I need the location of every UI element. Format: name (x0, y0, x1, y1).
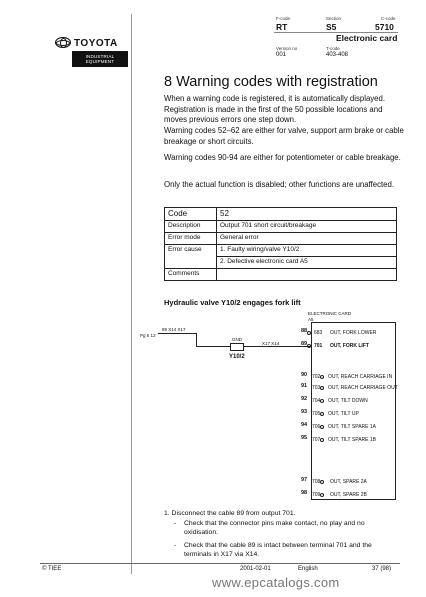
valve-label: Y10/2 (229, 354, 245, 360)
toyota-emblem-icon (55, 37, 71, 48)
pin-label: OUT, REACH CARRIAGE OUT (328, 385, 398, 391)
step-1: 1. Disconnect the cable 89 from output 701. (164, 510, 296, 517)
warning-code-table (164, 207, 397, 281)
pin-number: 98 (301, 490, 308, 496)
terminal-icon (307, 344, 311, 348)
version-label: Version no (276, 46, 298, 51)
fcode-value: RT (276, 22, 288, 32)
wire-top (158, 333, 196, 334)
footer-rule (40, 563, 400, 564)
code-value: 52 (217, 208, 397, 221)
pin-code: 704 (312, 398, 321, 404)
terminal-icon (320, 493, 324, 497)
pin-label: OUT, TILT UP (328, 411, 359, 417)
terminal-icon (320, 399, 324, 403)
pin-number: 93 (301, 409, 308, 415)
error-cause-label: Error cause (165, 245, 217, 269)
watermark: www.epcatalogs.com (212, 575, 340, 590)
description-label: Description (165, 221, 217, 233)
pin-code: 706 (312, 424, 321, 430)
pin-number: 94 (301, 422, 308, 428)
pin-number: 92 (301, 396, 308, 402)
error-mode-label: Error mode (165, 233, 217, 245)
pin-label: OUT, REACH CARRIAGE IN (328, 374, 393, 380)
pin-number: 89 (301, 341, 308, 347)
pin-label: OUT, SPARE 2B (330, 492, 367, 498)
pin-code: 701 (314, 343, 323, 349)
card-label: ELECTRONIC CARD (308, 311, 352, 316)
pin-code: 709 (312, 492, 321, 498)
margin-divider (131, 14, 132, 574)
pin-label: OUT, TILT SPARE 1B (328, 437, 376, 443)
pin-code: 708 (312, 479, 321, 485)
table-row (165, 208, 397, 221)
pin-label: OUT, TILT DOWN (328, 398, 368, 404)
paragraph-3: Warning codes 90-94 are either for potentiometer or cable breakage. (164, 153, 401, 162)
step-bullet-1: Check that the connector pins make contact, no play and no oxidisation. (184, 520, 365, 536)
footer-language: English (298, 566, 318, 572)
ccode-label: C-code (381, 16, 396, 21)
error-cause-1: 1. Faulty wiring/valve Y10/2 (217, 245, 397, 257)
top-wire-label: 89 X14 X17 (162, 327, 186, 332)
pin-code: 707 (312, 437, 321, 443)
subject: Electronic card (336, 33, 398, 43)
description-value: Output 701 short circuit/breakage (217, 221, 397, 233)
paragraph-4: Only the actual function is disabled; other functions are unaffected. (164, 180, 395, 189)
page-ref: Pg 6 12 (140, 333, 156, 338)
brand-name: TOYOTA (74, 38, 118, 49)
pin-code: 703 (312, 385, 321, 391)
pin-number: 97 (301, 477, 308, 483)
terminal-icon (320, 438, 324, 442)
terminal-icon (320, 375, 324, 379)
terminal-icon (320, 412, 324, 416)
pin-number: 90 (301, 372, 308, 378)
pin-code: 705 (312, 411, 321, 417)
code-label: Code (165, 208, 217, 221)
error-cause-2: 2. Defective electronic card A5 (217, 257, 397, 269)
comments-value (217, 269, 397, 281)
error-mode-value: General error (217, 233, 397, 245)
valve-coil-icon (230, 343, 244, 351)
terminal-icon (320, 480, 324, 484)
comments-label: Comments (165, 269, 217, 281)
terminal-icon (320, 425, 324, 429)
wire-to-card (196, 346, 311, 347)
valve-small-label: GND (232, 337, 242, 342)
section-value: S5 (326, 22, 337, 32)
table-row (165, 245, 397, 257)
table-row (165, 269, 397, 281)
wire-down (196, 333, 197, 346)
pin-number: 95 (301, 435, 308, 441)
fcode-label: F-code (276, 16, 291, 21)
pin-label: OUT, TILT SPARE 1A (328, 424, 376, 430)
ccode-value: 5710 (375, 22, 394, 32)
tcode-value: 403-408 (326, 52, 349, 58)
bullet-dash: - (174, 520, 177, 527)
page-number: 37 (98) (372, 566, 392, 572)
section-label: Section (326, 16, 342, 21)
version-value: 001 (276, 52, 287, 58)
section-heading: 8 Warning codes with registration (164, 74, 378, 90)
pin-number: 88 (301, 328, 308, 334)
brand-subtitle: INDUSTRIAL EQUIPMENT (72, 51, 128, 67)
valve-wire-label: X17 X14 (262, 341, 280, 346)
copyright: © TIEE (42, 566, 62, 572)
pin-code: 702 (312, 374, 321, 380)
terminal-icon (320, 386, 324, 390)
paragraph-1: When a warning code is registered, it is automatically displayed. Registration is made in the first of the 50 possible locations and moves previous errors one step down. (164, 94, 386, 124)
pin-number: 91 (301, 383, 308, 389)
diagram-title: Hydraulic valve Y10/2 engages fork lift (164, 298, 301, 307)
pin-label: OUT, SPARE 2A (330, 479, 367, 485)
pin-label: OUT, FORK LOWER (330, 330, 377, 336)
paragraph-2: Warning codes 52–62 are either for valve, support arm brake or cable breakage or short circuits. (164, 126, 404, 146)
table-row (165, 233, 397, 245)
terminal-icon (307, 331, 311, 335)
table-row (165, 221, 397, 233)
pin-code: 683 (314, 330, 323, 336)
footer-date: 2001-02-01 (240, 566, 271, 572)
step-bullet-2: Check that the cable 89 is intact between terminal 701 and the terminals in X17 via X14. (184, 542, 372, 558)
bullet-dash: - (174, 542, 177, 549)
pin-label: OUT, FORK LIFT (330, 343, 369, 349)
card-id: A5 (308, 317, 314, 322)
toyota-logo (52, 36, 124, 62)
tcode-label: T-code (326, 46, 340, 51)
